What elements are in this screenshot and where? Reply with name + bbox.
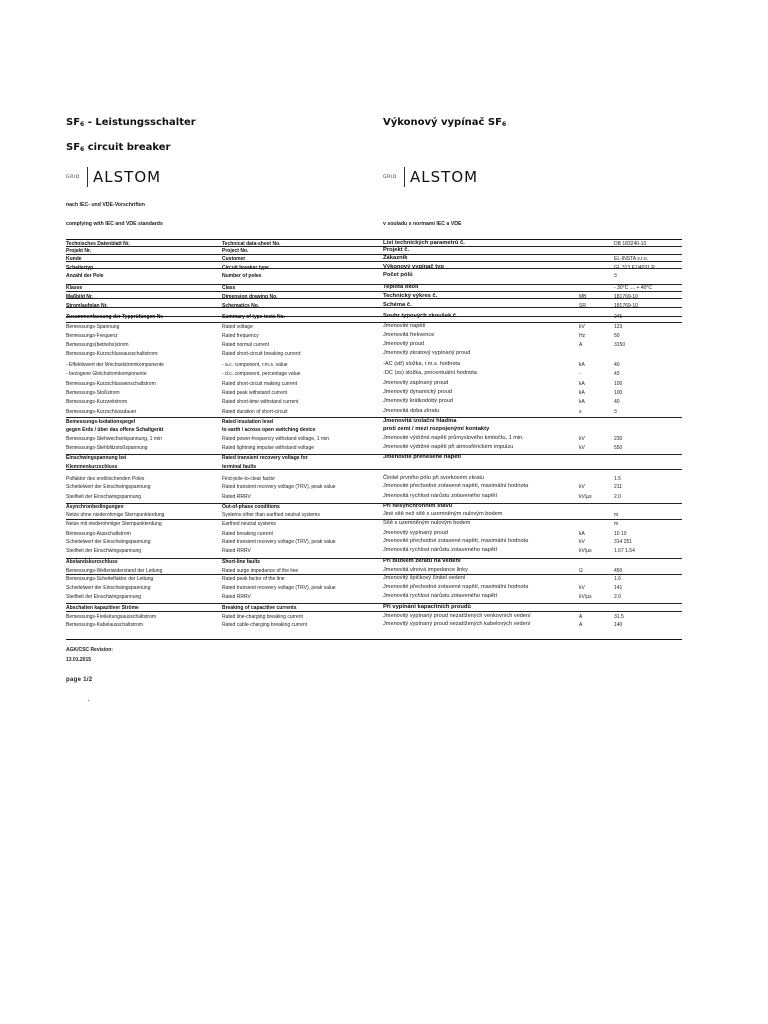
revision-label: AGK/CSC Revision: [66, 647, 113, 653]
row-label-cz: Výkonový vypínač typ [383, 264, 444, 270]
row-label-cz: -DC (ss) složka, procentuální hodnota [383, 370, 477, 376]
row-label-de: Bemessungs-Wellenwiderstand der Leitung [66, 568, 163, 574]
row-value: 230 [614, 436, 623, 442]
row-unit: A [579, 622, 583, 628]
row-value: 314 251 [614, 539, 633, 545]
row-label-de: Bemessungs-Frequenz [66, 333, 118, 339]
row-value: - 30°C .... + 40°C [614, 285, 653, 291]
table-separator [66, 261, 682, 262]
row-value: m [614, 512, 619, 518]
table-separator [66, 611, 682, 612]
row-label-cz: Jiné sítě než sítě s uzemněným nulovým bodem [383, 511, 503, 517]
row-label-cz: Jmenovité výdržné napětí při atmosférickém impulzu [383, 444, 514, 450]
row-label-en: Breaking of capacitive currents [222, 605, 297, 611]
row-value: 10 10 [614, 531, 627, 537]
table-separator [66, 239, 682, 240]
row-label-cz: Jmenovité přechodné zotavené napětí, maximální hodnota [383, 483, 529, 489]
logo-grid-text: GRID [66, 174, 81, 180]
row-label-en: Summary of type tests No. [222, 314, 286, 320]
row-label-cz: Jmenovitý zapínaný proud [383, 380, 449, 386]
row-unit: kV/µs [579, 594, 592, 600]
row-label-en: Rated short-time withstand current [222, 399, 299, 405]
row-unit: SR [579, 303, 586, 309]
row-label-en: Rated surge impedance of the line [222, 568, 299, 574]
row-unit: - [579, 371, 581, 377]
row-label-en: Rated transient recovery voltage (TRV), peak value [222, 585, 336, 591]
row-value: 1.6 [614, 576, 621, 582]
row-label-cz: Souhr typových zkoušek č. [383, 313, 458, 319]
row-label-de: Bemessungs-Kurzschlusseinschaltstrom [66, 381, 156, 387]
row-label-de: Bemessungs-Stoßstrom [66, 390, 120, 396]
row-label-cz: Jmenovité výdržné napětí průmyslového kmitočtu, 1 min. [383, 435, 524, 441]
row-label-en: Rated peak withstand current [222, 390, 288, 396]
row-label-en: Rated duration of short-circuit [222, 409, 288, 415]
logo-brand-text: ALSTOM [93, 168, 162, 186]
row-label-de: Bemessungs-Kurzschlussdauer [66, 409, 137, 415]
table-separator [66, 574, 682, 575]
row-label-en: Short-line faults [222, 559, 261, 565]
row-value: 1.5 [614, 476, 621, 482]
row-label-cz: Činitel prvního pólu při svorkovém zkratu [383, 475, 485, 481]
row-unit: Hz [579, 333, 586, 339]
row-label-de: Asynchronbedingungen [66, 504, 124, 510]
row-unit: kV/µs [579, 494, 592, 500]
row-label-cz: -AC (stř) složka, r.m.s. hodnota [383, 361, 461, 367]
row-label-cz: Jmenovitá vlnová impedance linky [383, 567, 468, 573]
row-label-de: Scheitelwert der Einschwingspannung [66, 585, 151, 591]
table-separator [66, 291, 682, 292]
row-label-en: Systems other than earthed neutral systems [222, 512, 320, 518]
row-value: 181769-10 [614, 303, 638, 309]
row-label-cz: Jmenovitý špičkový činitel vedení [383, 575, 466, 581]
row-label-cz: Jmenovité přenesené napětí [383, 454, 461, 460]
row-label-en: Rated cable-charging breaking current [222, 622, 308, 628]
row-label-cz: Jmenovitý proud [383, 341, 425, 347]
row-label-cz: Při nesynchronním stavu [383, 503, 453, 509]
row-value: 2.0 [614, 494, 621, 500]
revision-date: 13.01.2015 [66, 657, 92, 663]
row-value: 141 [614, 585, 623, 591]
row-unit: kA [579, 381, 585, 387]
row-value: 31.5 [614, 614, 624, 620]
row-label-en: Rated transient recovery voltage (TRV), peak value [222, 484, 336, 490]
table-separator [66, 503, 682, 504]
row-label-de: Steilheit der Einschwingspannung [66, 494, 142, 500]
row-label-cz: Jmenovitá rychlost nárůstu zotaveného napětí [383, 593, 498, 599]
row-label-cz: Počet pólů [383, 272, 413, 278]
row-label-en: Rated frequency [222, 333, 259, 339]
row-label-en: Number of poles [222, 273, 262, 279]
row-label-en: Circuit breaker type [222, 265, 269, 271]
title-cz: Výkonový vypínač $SF_6$ [383, 117, 507, 128]
row-unit: kV [579, 539, 585, 545]
row-label-cz: Jmenovitá rychlost nárůstu zotaveného napětí [383, 547, 498, 553]
row-label-en: Rated RRRV [222, 594, 251, 600]
row-label-en: Rated short-circuit breaking current: [222, 351, 302, 357]
title-de: $SF_6$ - Leistungsschalter [66, 117, 196, 128]
row-label-de: Polfaktor des erstlöschenden Poles [66, 476, 145, 482]
table-separator [66, 469, 682, 470]
table-separator [66, 307, 682, 308]
row-unit: A [579, 342, 583, 348]
row-label-de: Bemessungs-Kurzzeitstrom [66, 399, 128, 405]
table-separator [66, 298, 682, 299]
row-label-de: Kunde [66, 256, 82, 262]
row-label-cz: Jmenovitý dynamický proud [383, 389, 453, 395]
table-separator [66, 254, 682, 255]
row-label-en: Rated RRRV [222, 548, 251, 554]
row-label-de: Bemessungs-Isolationspegel [66, 419, 136, 425]
row-value: 3150 [614, 342, 626, 348]
row-unit: kA [579, 390, 585, 396]
row-label-en: Rated peak factor of the line [222, 576, 285, 582]
page-number: page 1/2 [66, 677, 93, 683]
row-value: 211 [614, 484, 622, 490]
row-value: 140 [614, 622, 623, 628]
row-label-de: gegen Erde / über das offene Schaltgerät [66, 427, 164, 433]
row-value: 40 [614, 362, 620, 368]
row-label-cz: Projekt č. [383, 247, 410, 253]
row-unit: kV [579, 436, 585, 442]
row-label-de: Bemessungs-Freileitungsausschaltstrom [66, 614, 157, 620]
row-label-cz: Jmenovitá frekvence [383, 332, 435, 338]
row-label-de: - Effektivwert der Wechselstromkomponente [66, 362, 164, 368]
row-unit: s [579, 409, 582, 415]
row-unit: kV [579, 445, 585, 451]
row-unit: MB [579, 294, 587, 300]
row-label-cz: Jmenovitý vypínaný proud nezatížených kabelových vedení [383, 621, 531, 627]
row-label-en: Customer [222, 256, 246, 262]
row-value: 100 [614, 390, 623, 396]
row-label-de: Projekt Nr. [66, 248, 92, 254]
row-label-cz: Jmenovitá izolační hladina [383, 418, 457, 424]
row-label-en: to earth / across open switching device [222, 427, 316, 433]
row-label-en: Rated normal current [222, 342, 269, 348]
row-label-en: Rated breaking current [222, 531, 273, 537]
table-separator [66, 268, 682, 269]
row-value: 3 [614, 273, 617, 279]
row-value: 3 [614, 409, 617, 415]
row-label-de: Klasse [66, 285, 83, 291]
row-value: 450 [614, 568, 623, 574]
table-separator [66, 246, 682, 247]
row-label-cz: Schéma č. [383, 302, 412, 308]
row-value: m [614, 521, 619, 527]
row-label-en: - a.c. component, r.m.s. value [222, 362, 288, 368]
row-label-cz: Jmenovité napětí [383, 323, 426, 329]
alstom-logo-left [66, 166, 161, 188]
row-value: 40 [614, 399, 620, 405]
row-label-en: Rated RRRV [222, 494, 251, 500]
row-unit: A [579, 614, 583, 620]
row-label-de: Maßbild Nr. [66, 294, 93, 300]
row-label-cz: Teplota okolí [383, 284, 419, 290]
row-label-de: Steilheit der Einschwingspannung [66, 548, 142, 554]
row-unit: kA [579, 399, 585, 405]
table-separator [66, 519, 682, 520]
row-unit: kA [579, 531, 585, 537]
row-label-de: Abschalten kapazitiver Ströme [66, 605, 139, 611]
row-label-en: Earthed neutral systems [222, 521, 276, 527]
row-unit: Ω [579, 568, 583, 574]
row-label-de: Scheitelwert der Einschwingspannung [66, 484, 151, 490]
row-label-de: Klemmenkurzschluss [66, 464, 118, 470]
row-label-de: Stromlaufplan Nr. [66, 303, 108, 309]
stray-mark [88, 700, 89, 701]
row-label-de: Einschwingspannung bei [66, 455, 127, 461]
row-label-en: First-pole-to-clear factor [222, 476, 276, 482]
row-label-cz: Jmenovitý vypínaný proud [383, 530, 448, 536]
logo-grid-text: GRID [383, 174, 398, 180]
logo-divider [404, 167, 405, 187]
row-label-de: - bezogene Gleichstromkomponente [66, 371, 147, 377]
row-label-en: Rated short-circuit making current [222, 381, 298, 387]
row-label-de: Netze ohne niederohmige Sternpunkterdung [66, 512, 165, 518]
row-label-de: Schaltertyp [66, 265, 94, 271]
row-value: EL-INSTA s.r.o. [614, 256, 649, 262]
row-label-en: Rated insulation level [222, 419, 274, 425]
row-label-de: Bemessungs-Scheitelfaktor der Leitung [66, 576, 154, 582]
row-label-de: Bemessungs-Kabelausschaltstrom [66, 622, 143, 628]
row-label-de: Bemessungs-Stehblitzstoßspannung [66, 445, 148, 451]
row-value: DB 183240-10 [614, 241, 647, 247]
row-label-cz: Zákazník [383, 255, 408, 261]
row-label-de: Zusammenfassung der Typprüfungen Nr. [66, 314, 164, 320]
row-label-de: Bemessungs-Ausschaltstrom [66, 531, 131, 537]
row-label-de: Bemessungs-Kurzschlussausschaltstrom: [66, 351, 159, 357]
row-label-en: terminal faults [222, 464, 257, 470]
row-unit: kA [579, 362, 585, 368]
row-label-cz: Jmenovitý vypínaný proud nezatížených venkovních vedení [383, 613, 531, 619]
row-value: 246 [614, 314, 623, 320]
row-label-en: - d.c. component, percentage value [222, 371, 301, 377]
row-label-en: Out-of-phase conditions [222, 504, 280, 510]
row-label-en: Project No. [222, 248, 249, 254]
row-label-de: Steilheit der Einschwingspannung [66, 594, 142, 600]
row-value: 1.67 1.54 [614, 548, 635, 554]
row-label-cz: List technických parametrů č. [383, 240, 465, 246]
row-value: 100 [614, 381, 623, 387]
table-separator [66, 284, 682, 285]
row-unit: kV [579, 585, 585, 591]
table-separator [66, 322, 682, 323]
row-label-en: Rated line-charging breaking current [222, 614, 303, 620]
row-label-en: Rated transient recovery voltage (TRV), peak value [222, 539, 336, 545]
row-label-en: Schematics No. [222, 303, 260, 309]
row-label-de: Anzahl der Pole [66, 273, 104, 279]
row-label-cz: Jmenovité přechodné zotavené napětí, maximální hodnota [383, 538, 529, 544]
row-value: 550 [614, 445, 623, 451]
row-label-de: Abstandskurzschluss [66, 559, 118, 565]
row-label-en: Technical data-sheet No. [222, 241, 281, 247]
row-label-de: Technisches Datenblatt Nr. [66, 241, 130, 247]
row-value: 50 [614, 333, 620, 339]
row-label-de: Netze mit niederohmiger Sternpunkterdung [66, 521, 162, 527]
row-label-en: Rated power-frequency withstand voltage, 1 min [222, 436, 330, 442]
row-label-cz: Technický výkres č. [383, 293, 438, 299]
intro-en: complying with IEC and VDE standards [66, 221, 163, 227]
row-label-cz: Jmenovitá rychlost nárůstu zotaveného napětí [383, 493, 498, 499]
row-value: 123 [614, 324, 623, 330]
intro-cz: v souladu s normami IEC a VDE [383, 221, 462, 227]
row-label-cz: Při blízkém zkratu na vedení [383, 558, 461, 564]
row-value: 181769-10 [614, 294, 638, 300]
row-label-cz: Jmenovitý krátkodobý proud [383, 398, 453, 404]
row-label-cz: Jmenovité přechodné zotavené napětí, maximální hodnota [383, 584, 529, 590]
row-label-de: Bemessungs-Spannung [66, 324, 120, 330]
logo-divider [87, 167, 88, 187]
intro-de: nach IEC- und VDE-Vorschriften [66, 202, 145, 208]
title-en: $SF_6$ circuit breaker [66, 142, 171, 153]
table-separator [66, 603, 682, 604]
row-label-cz: Sítě s uzemněným nulovým bodem [383, 520, 471, 526]
row-label-de: Bemessungs-Stehwechselspannung, 1 min [66, 436, 162, 442]
table-separator [66, 417, 682, 418]
row-unit: kV [579, 324, 585, 330]
row-value: 43 [614, 371, 620, 377]
row-value: 2.0 [614, 594, 621, 600]
row-label-en: Class [222, 285, 236, 291]
row-label-de: Scheitelwert der Einschwingspannung [66, 539, 151, 545]
row-value: GL 313 F1/4031 P [614, 265, 655, 271]
logo-brand-text: ALSTOM [410, 168, 479, 186]
row-label-en: Dimension drawing No. [222, 294, 278, 300]
row-label-cz: Při vypínání kapacitních proudů [383, 604, 471, 610]
row-unit: kV/µs [579, 548, 592, 554]
row-label-cz: Jmenovitý zkratový vypínaný proud [383, 350, 471, 356]
table-separator [66, 639, 682, 640]
row-label-cz: proti zemi / mezi rozpojenými kontakty [383, 426, 490, 432]
table-separator [66, 454, 682, 455]
row-label-en: Rated lightning impulse withstand voltage [222, 445, 314, 451]
row-unit: kV [579, 484, 585, 490]
row-label-cz: Jmenovitá doba zkratu [383, 408, 440, 414]
row-label-en: Rated voltage [222, 324, 253, 330]
alstom-logo-right [383, 166, 478, 188]
row-label-en: Rated transient recovery voltage for [222, 455, 308, 461]
table-separator [66, 558, 682, 559]
row-label-de: Bemessungs(betriebs)strom [66, 342, 129, 348]
